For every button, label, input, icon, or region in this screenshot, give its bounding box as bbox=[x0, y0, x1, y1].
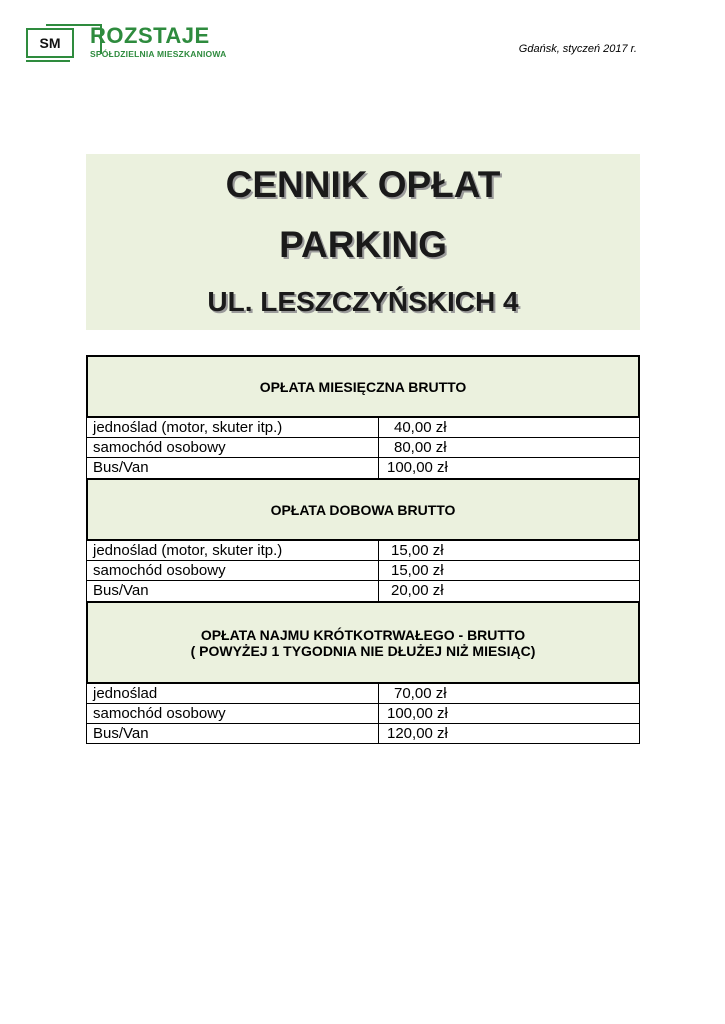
title-banner bbox=[86, 154, 640, 330]
section-heading-note: ( POWYŻEJ 1 TYGODNIA NIE DŁUŻEJ NIŻ MIESIĄC) bbox=[190, 642, 536, 659]
price: 20,00 zł bbox=[391, 582, 444, 599]
price: 80,00 zł bbox=[394, 439, 447, 456]
section-heading-short-term bbox=[86, 601, 640, 684]
section-heading-text: OPŁATA DOBOWA BRUTTO bbox=[270, 501, 456, 518]
table-row bbox=[86, 458, 640, 478]
vehicle-type: samochód osobowy bbox=[87, 438, 379, 457]
section-heading-text: OPŁATA NAJMU KRÓTKOTRWAŁEGO - BRUTTO bbox=[200, 626, 526, 643]
title-line-2: PARKING bbox=[279, 224, 447, 265]
price: 100,00 zł bbox=[387, 705, 448, 722]
logo-name: ROZSTAJE bbox=[90, 23, 210, 48]
price: 40,00 zł bbox=[394, 419, 447, 436]
logo-mark: SM bbox=[26, 28, 74, 58]
price: 100,00 zł bbox=[387, 459, 448, 476]
table-row bbox=[86, 561, 640, 581]
price-table bbox=[86, 355, 640, 744]
table-row bbox=[86, 724, 640, 744]
document-date: Gdańsk, styczeń 2017 r. bbox=[518, 43, 637, 55]
section-heading-daily bbox=[86, 478, 640, 541]
logo bbox=[26, 22, 266, 66]
vehicle-type: samochód osobowy bbox=[87, 561, 379, 580]
table-row bbox=[86, 704, 640, 724]
table-row bbox=[86, 438, 640, 458]
vehicle-type: Bus/Van bbox=[87, 458, 379, 478]
vehicle-type: jednoślad (motor, skuter itp.) bbox=[87, 541, 379, 560]
table-row bbox=[86, 418, 640, 438]
table-row bbox=[86, 684, 640, 704]
table-row bbox=[86, 541, 640, 561]
section-heading-text: OPŁATA MIESIĘCZNA BRUTTO bbox=[259, 378, 467, 395]
title-address: UL. LESZCZYŃSKICH 4 bbox=[207, 286, 519, 317]
price: 15,00 zł bbox=[391, 542, 444, 559]
vehicle-type: jednoślad bbox=[87, 684, 379, 703]
logo-frame-line bbox=[26, 60, 70, 62]
price: 120,00 zł bbox=[387, 725, 448, 742]
title-line-1: CENNIK OPŁAT bbox=[225, 164, 501, 205]
table-row bbox=[86, 581, 640, 601]
vehicle-type: samochód osobowy bbox=[87, 704, 379, 723]
price: 15,00 zł bbox=[391, 562, 444, 579]
logo-subtitle: SPÓŁDZIELNIA MIESZKANIOWA bbox=[90, 49, 227, 59]
vehicle-type: jednoślad (motor, skuter itp.) bbox=[87, 418, 379, 437]
price: 70,00 zł bbox=[394, 685, 447, 702]
vehicle-type: Bus/Van bbox=[87, 581, 379, 601]
vehicle-type: Bus/Van bbox=[87, 724, 379, 743]
section-heading-monthly bbox=[86, 355, 640, 418]
